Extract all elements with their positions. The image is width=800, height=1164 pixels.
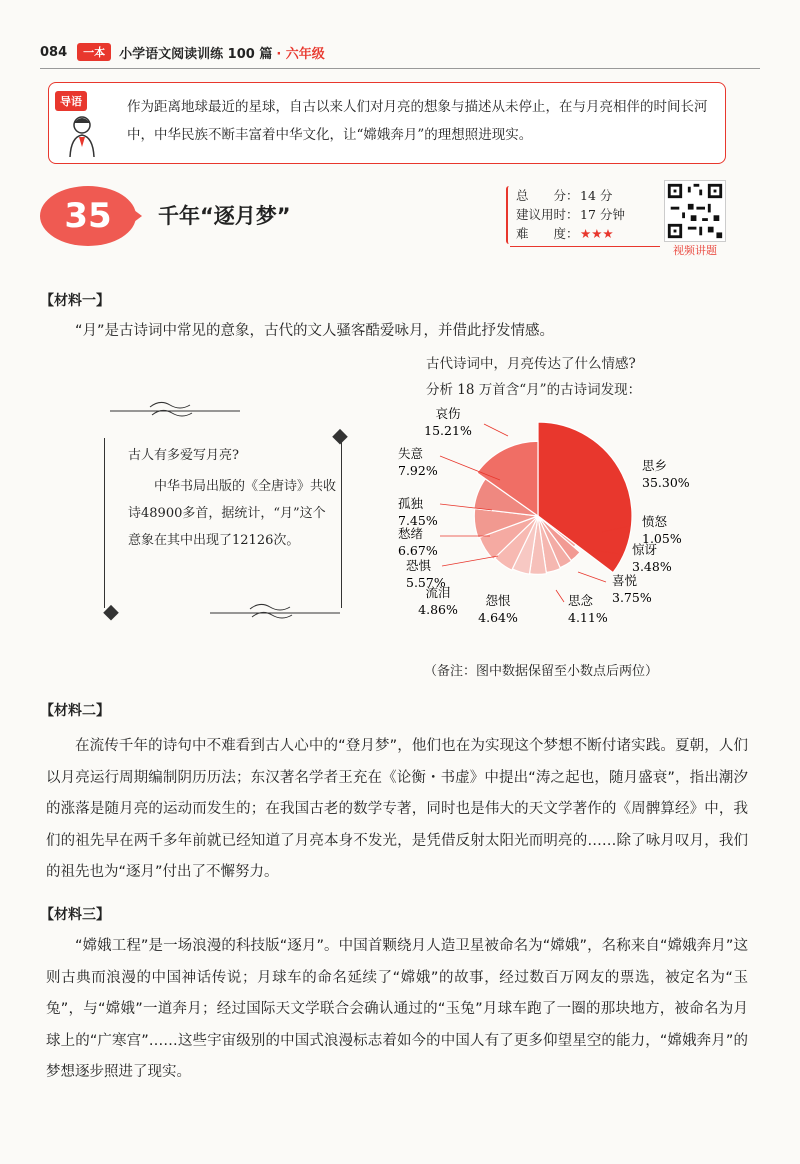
page-header (40, 40, 325, 64)
material1-text: “月”是古诗词中常见的意象，古代的文人骚客酷爱咏月，并借此抒发情感。 (75, 323, 555, 339)
pie-value-喜悦: 3.75% (612, 590, 652, 605)
pie-value-哀伤: 15.21% (424, 423, 472, 438)
stats-brace (506, 186, 514, 244)
pie-label-哀伤: 哀伤 (435, 406, 461, 421)
pie-value-恐惧: 5.57% (406, 575, 446, 590)
time-value: 17 分钟 (580, 207, 625, 222)
total-score-value: 14 分 (580, 188, 613, 203)
fact-box-body: 中华书局出版的《全唐诗》共收诗48900多首，据统计，“月”这个意象在其中出现了12126次。 (128, 479, 337, 548)
pie-label-思乡: 思乡 (642, 458, 668, 473)
difficulty-stars: ★★★ (580, 226, 614, 241)
book-title: 小学语文阅读训练 100 篇 (119, 46, 273, 62)
pie-label-孤独: 孤独 (398, 496, 424, 511)
qr-label: 视频讲题 (673, 244, 717, 257)
page-number: 084 (40, 44, 68, 60)
pie-value-惊讶: 3.48% (632, 559, 672, 574)
pie-value-怨恨: 4.64% (478, 610, 518, 625)
pie-label-恐惧: 恐惧 (406, 558, 432, 573)
pie-label-喜悦: 喜悦 (612, 573, 638, 588)
pie-value-失意: 7.92% (398, 463, 438, 478)
lesson-title: 千年“逐月梦” (158, 204, 291, 228)
grade-label: · 六年级 (276, 46, 325, 62)
brand-logo: 一本 (77, 43, 111, 61)
fact-box-question: 古人有多爱写月亮? (128, 448, 239, 463)
pie-label-思念: 思念 (568, 593, 594, 608)
qr-code-icon[interactable] (664, 180, 726, 242)
intro-tag: 导语 (55, 91, 87, 111)
pie-label-失意: 失意 (398, 446, 424, 461)
material1-heading: 【材料一】 (40, 293, 110, 309)
material3-text: “嫦娥工程”是一场浪漫的科技版“逐月”。中国首颗绕月人造卫星被命名为“嫦娥”，名称来自“嫦娥奔月”这则古典而浪漫的中国神话传说；月球车的命名延续了“嫦娥”的故事，经过数百万网友的票选，被定名为“玉兔”，与“嫦娥”一道奔月；经过国际天文学联合会确认通过的“玉兔”月球车跑了一圈的那块地方，被命名为月球上的“广寒宫”……这些宇宙级别的中国式浪漫标志着如今的中国人有了更多仰望星空的能力，“嫦娥奔月”的梦想逐步照进了现实。 (46, 938, 748, 1080)
total-score-label: 总 分： (516, 188, 579, 203)
pie-label-愁绪: 愁绪 (398, 526, 424, 541)
pie-value-愁绪: 6.67% (398, 543, 438, 558)
intro-box (48, 82, 726, 164)
fact-box-text (128, 442, 338, 554)
leader-line-恐惧 (442, 556, 498, 566)
intro-text: 作为距离地球最近的星球，自古以来人们对月亮的想象与描述从未停止，在与月亮相伴的时间长河中，中华民族不断丰富着中华文化，让“嫦娥奔月”的理想照进现实。 (127, 99, 708, 143)
pie-value-孤独: 7.45% (398, 513, 438, 528)
chart-title: 古代诗词中，月亮传达了什么情感? (426, 356, 636, 372)
material2-heading: 【材料二】 (40, 703, 110, 719)
material3-heading: 【材料三】 (40, 907, 110, 923)
teacher-figure-icon (65, 113, 99, 157)
stats-underline (510, 246, 660, 247)
chart-note: （备注：图中数据保留至小数点后两位） (424, 664, 659, 679)
time-label: 建议用时： (516, 207, 579, 222)
pie-value-思念: 4.11% (568, 610, 608, 625)
pie-value-愤怒: 1.05% (642, 531, 682, 546)
leader-line-哀伤 (484, 424, 508, 436)
pie-label-怨恨: 怨恨 (485, 593, 511, 608)
header-divider (40, 68, 760, 69)
pie-value-思乡: 35.30% (642, 475, 690, 490)
chart-subtitle: 分析 18 万首含“月”的古诗词发现： (426, 382, 642, 398)
pie-value-流泪: 4.86% (418, 602, 458, 617)
lesson-number-arrow (126, 204, 142, 228)
material2-text: 在流传千年的诗句中不难看到古人心中的“登月梦”，他们也在为实现这个梦想不断付诸实践。夏朝，人们以月亮运行周期编制阴历历法；东汉著名学者王充在《论衡・书虚》中提出“涛之起也，随月盛衰”，指出潮汐的涨落是随月亮的运动而发生的；在我国古老的数学专著，同时也是伟大的天文学著作的《周髀算经》中，我们的祖先早在两千多年前就已经知道了月亮本身不发光，是凭借反射太阳光而明亮的……除了咏月叹月，我们的祖先也为“逐月”付出了不懈努力。 (46, 738, 748, 880)
pie-label-流泪: 流泪 (425, 585, 451, 600)
leader-line-思念 (556, 590, 564, 602)
pie-label-愤怒: 愤怒 (642, 514, 668, 529)
difficulty-label: 难 度： (516, 226, 579, 241)
pie-label-惊讶: 惊讶 (632, 542, 658, 557)
lesson-stats (516, 186, 656, 243)
lesson-number: 35 (40, 186, 136, 246)
leader-line-喜悦 (578, 572, 606, 582)
emotion-pie-chart (380, 400, 740, 640)
